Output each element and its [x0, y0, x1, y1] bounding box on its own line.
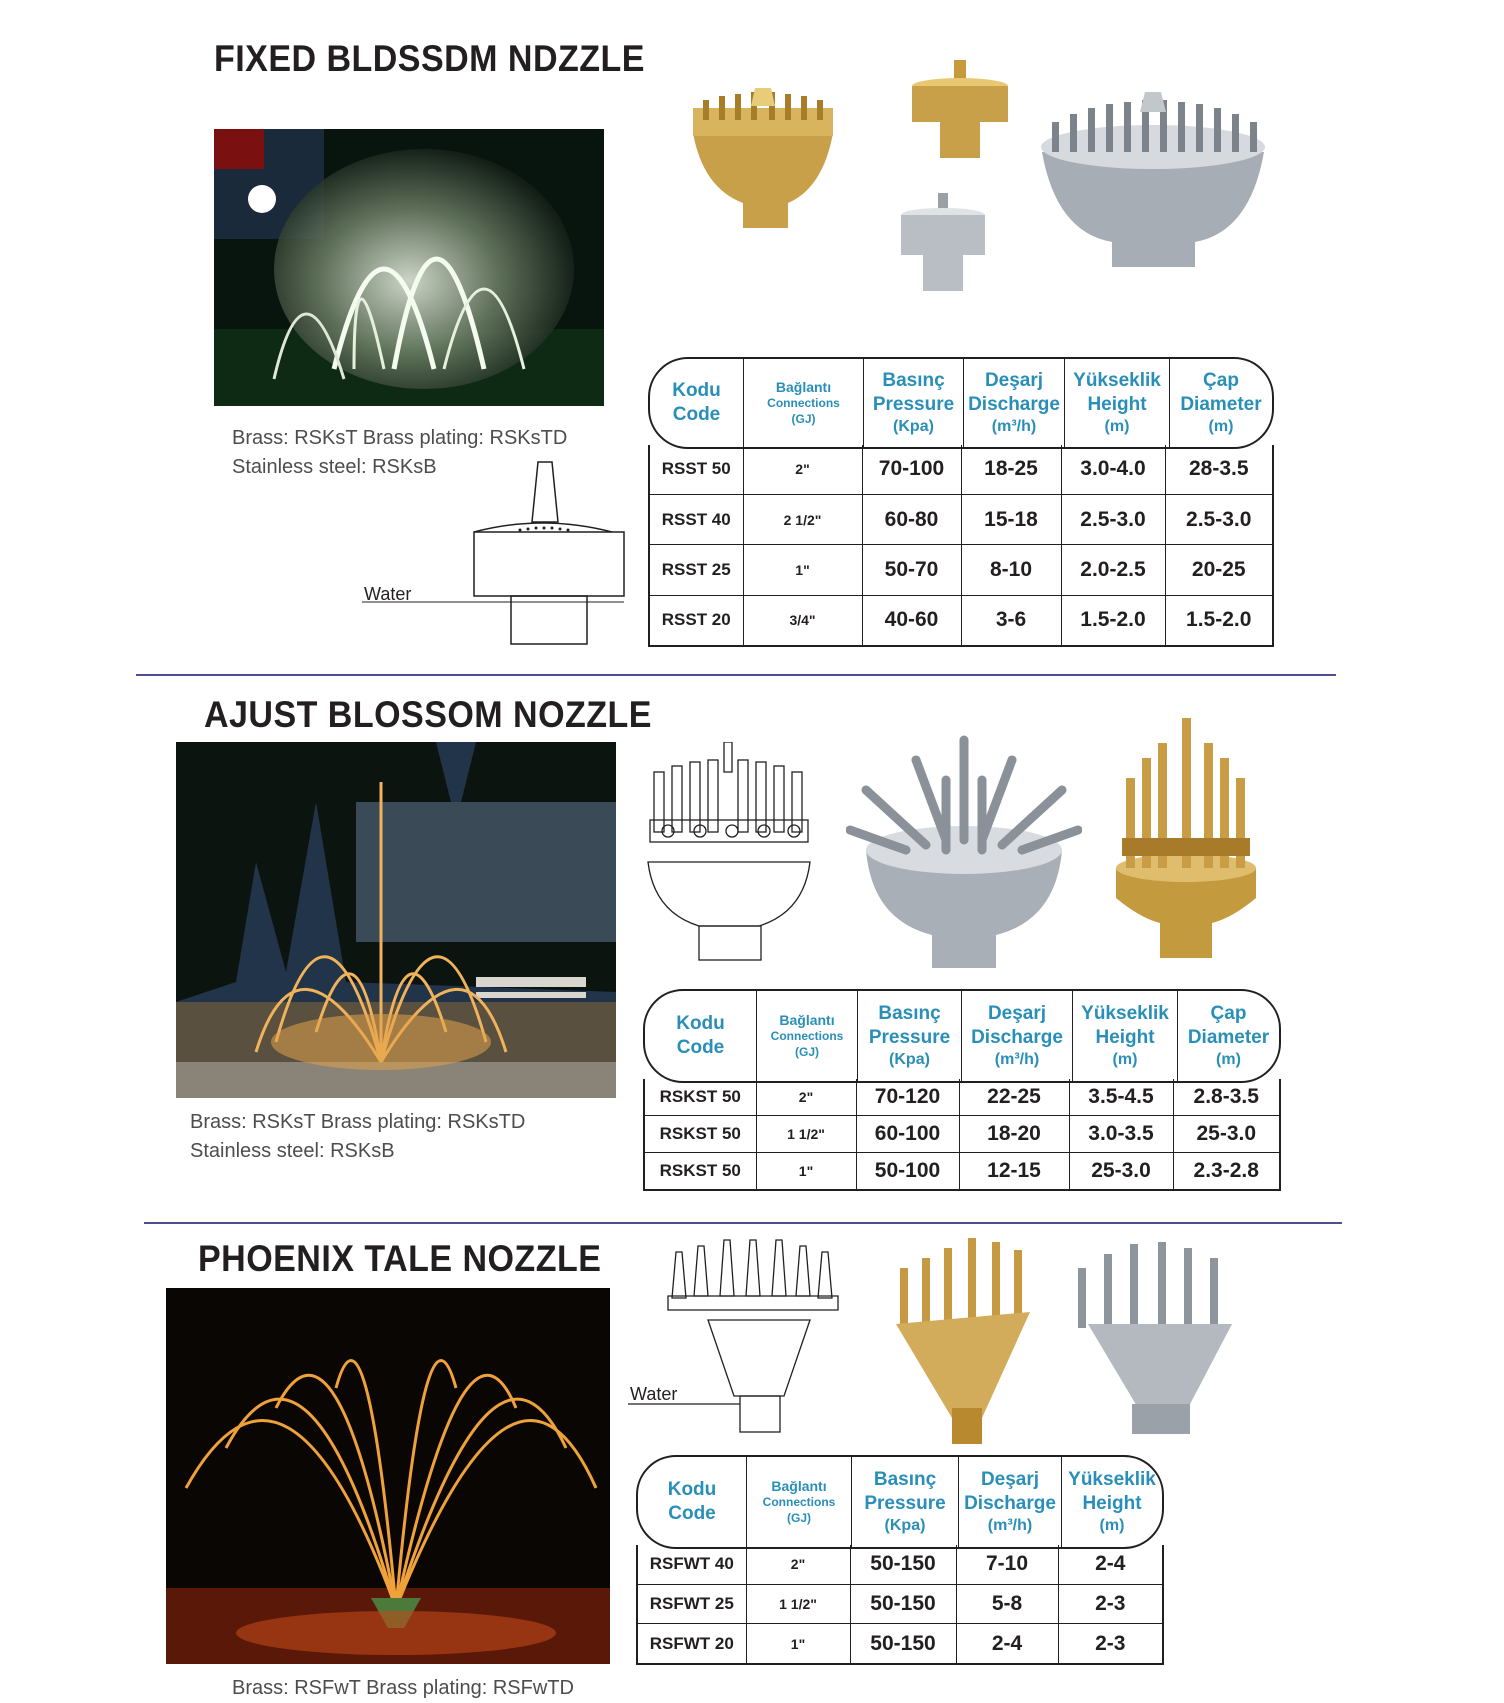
- table-row: [638, 1584, 1162, 1624]
- steel-phoenix-nozzle-photo: [1068, 1238, 1240, 1434]
- header-code-en: Code: [676, 1037, 725, 1058]
- header-discharge-tr: Deşarj: [980, 1469, 1040, 1490]
- cell-height: 3.0-4.0: [1061, 445, 1165, 494]
- fixed-blossom-diagram: [362, 456, 626, 646]
- cell-pressure: 70-100: [862, 445, 961, 494]
- header-discharge-en: Discharge: [971, 1027, 1063, 1048]
- spec-table-header: [643, 989, 1281, 1083]
- header-height: [1073, 991, 1178, 1081]
- header-code-tr: Kodu: [667, 1479, 717, 1500]
- table-row: [650, 545, 1272, 596]
- cell-code: RSFWT 25: [638, 1584, 746, 1624]
- caption-line-materials: Brass: RSFwT Brass plating: RSFwTD: [232, 1677, 574, 1699]
- header-pressure-tr: Basınç: [878, 1003, 941, 1024]
- header-connection-en: Connections: [770, 1029, 844, 1043]
- cell-discharge: 7-10: [956, 1545, 1058, 1584]
- water-label: Water: [364, 584, 412, 604]
- ajust-blossom-diagram: [644, 742, 814, 962]
- cell-diameter: 2.5-3.0: [1165, 494, 1272, 545]
- cell-discharge: 3-6: [961, 595, 1061, 645]
- cell-connection: 1 1/2": [746, 1584, 850, 1624]
- header-pressure-unit: (Kpa): [884, 1517, 926, 1534]
- cell-code: RSKST 50: [645, 1153, 756, 1189]
- header-discharge-tr: Deşarj: [987, 1003, 1047, 1024]
- cell-connection: 2 1/2": [743, 494, 862, 545]
- phoenix-tale-caption: [232, 1674, 574, 1703]
- cell-code: RSFWT 40: [638, 1545, 746, 1584]
- header-code-tr: Kodu: [676, 1013, 725, 1034]
- header-pressure-tr: Basınç: [873, 1469, 937, 1490]
- header-connection: [757, 991, 858, 1081]
- header-pressure: [864, 359, 964, 447]
- cell-connection: 2": [746, 1545, 850, 1584]
- cell-discharge: 12-15: [959, 1153, 1069, 1189]
- header-diameter: [1170, 359, 1272, 447]
- spec-table-body: [643, 1079, 1281, 1191]
- cell-height: 2.5-3.0: [1061, 494, 1165, 545]
- steel-adjustable-nozzle-photo: [846, 730, 1082, 970]
- header-pressure: [858, 991, 962, 1081]
- header-height-tr: Yükseklik: [1081, 1003, 1169, 1024]
- cell-height: 2.0-2.5: [1061, 545, 1165, 596]
- header-discharge-unit: (m³/h): [991, 418, 1037, 435]
- cell-discharge: 2-4: [956, 1624, 1058, 1663]
- header-discharge: [964, 359, 1065, 447]
- cell-code: RSST 25: [650, 545, 743, 596]
- brass-nozzle-photo: [683, 88, 843, 230]
- table-row: [645, 1153, 1279, 1189]
- phoenix-tale-fountain-photo: [166, 1288, 610, 1664]
- cell-code: RSKST 50: [645, 1079, 756, 1115]
- caption-line-materials: Brass: RSKsT Brass plating: RSKsTD: [190, 1111, 526, 1133]
- cell-diameter: 28-3.5: [1165, 445, 1272, 494]
- table-row: [638, 1545, 1162, 1584]
- spec-table-body: [648, 445, 1274, 647]
- header-diameter: [1178, 991, 1279, 1081]
- header-height-en: Height: [1082, 1493, 1142, 1514]
- cell-height: 25-3.0: [1069, 1153, 1173, 1189]
- table-row: [645, 1115, 1279, 1152]
- cell-connection: 1": [743, 545, 862, 596]
- brass-small-nozzle-photo: [910, 60, 1010, 158]
- table-row: [650, 445, 1272, 494]
- cell-connection: 3/4": [743, 595, 862, 645]
- cell-pressure: 40-60: [862, 595, 961, 645]
- cell-connection: 2": [743, 445, 862, 494]
- cell-pressure: 60-100: [856, 1115, 959, 1152]
- cell-code: RSST 50: [650, 445, 743, 494]
- header-connection-en: Connections: [767, 396, 840, 410]
- cell-connection: 1": [756, 1153, 856, 1189]
- cell-height: 2-3: [1058, 1584, 1162, 1624]
- header-code-en: Code: [672, 404, 721, 425]
- header-connection-unit: (GJ): [791, 412, 816, 426]
- cell-connection: 1": [746, 1624, 850, 1663]
- header-height-tr: Yükseklik: [1068, 1469, 1156, 1490]
- spec-table-body: [636, 1545, 1164, 1665]
- cell-height: 2-4: [1058, 1545, 1162, 1584]
- header-discharge-unit: (m³/h): [987, 1517, 1033, 1534]
- cell-height: 2-3: [1058, 1624, 1162, 1663]
- spec-table-rows: [645, 1079, 1279, 1189]
- steel-small-nozzle-photo: [898, 193, 988, 293]
- cell-code: RSST 40: [650, 494, 743, 545]
- section-title-ajust-blossom: AJUST BLOSSOM NOZZLE: [204, 694, 652, 735]
- header-height-unit: (m): [1099, 1517, 1125, 1534]
- header-code-tr: Kodu: [672, 380, 721, 401]
- cell-discharge: 8-10: [961, 545, 1061, 596]
- cell-pressure: 50-150: [850, 1545, 956, 1584]
- header-pressure-unit: (Kpa): [893, 418, 934, 435]
- header-connection-en: Connections: [762, 1495, 836, 1509]
- table-row: [638, 1624, 1162, 1663]
- header-pressure-tr: Basınç: [882, 370, 945, 391]
- header-pressure-unit: (Kpa): [889, 1051, 930, 1068]
- header-code: [645, 991, 757, 1081]
- header-connection-tr: Bağlantı: [779, 1012, 835, 1028]
- ajust-blossom-spec-table: [643, 989, 1281, 1201]
- header-diameter-en: Diameter: [1180, 394, 1262, 415]
- spec-table-header: [648, 357, 1274, 449]
- header-discharge-en: Discharge: [964, 1493, 1056, 1514]
- caption-line-materials: Brass: RSKsT Brass plating: RSKsTD: [232, 427, 568, 449]
- caption-line-stainless: Stainless steel: RSKsB: [232, 456, 437, 478]
- header-pressure-en: Pressure: [872, 394, 955, 415]
- header-diameter-unit: (m): [1216, 1051, 1241, 1068]
- header-discharge-en: Discharge: [968, 394, 1060, 415]
- caption-line-stainless: Stainless steel: RSKsB: [190, 1140, 395, 1162]
- section-title-phoenix-tale: PHOENIX TALE NOZZLE: [198, 1238, 602, 1279]
- header-discharge-tr: Deşarj: [984, 370, 1044, 391]
- cell-pressure: 70-120: [856, 1079, 959, 1115]
- section-divider: [136, 674, 1336, 676]
- table-row: [645, 1079, 1279, 1115]
- fixed-blossom-spec-table: [648, 357, 1274, 647]
- header-connection-tr: Bağlantı: [771, 1478, 827, 1494]
- header-height-unit: (m): [1112, 1051, 1138, 1068]
- header-connection-unit: (GJ): [787, 1511, 811, 1525]
- cell-diameter: 2.8-3.5: [1173, 1079, 1279, 1115]
- cell-pressure: 50-100: [856, 1153, 959, 1189]
- cell-diameter: 1.5-2.0: [1165, 595, 1272, 645]
- cell-code: RSKST 50: [645, 1115, 756, 1152]
- header-connection-unit: (GJ): [795, 1045, 819, 1059]
- header-discharge: [959, 1457, 1062, 1547]
- ajust-blossom-caption: [190, 1108, 525, 1166]
- header-height-en: Height: [1095, 1027, 1155, 1048]
- header-height-en: Height: [1087, 394, 1147, 415]
- cell-discharge: 5-8: [956, 1584, 1058, 1624]
- cell-height: 1.5-2.0: [1061, 595, 1165, 645]
- phoenix-tale-diagram: [628, 1236, 848, 1436]
- cell-height: 3.0-3.5: [1069, 1115, 1173, 1152]
- cell-pressure: 50-70: [862, 545, 961, 596]
- header-code: [638, 1457, 747, 1547]
- ajust-blossom-fountain-photo: [176, 742, 616, 1098]
- water-label: Water: [630, 1384, 678, 1404]
- cell-diameter: 2.3-2.8: [1173, 1153, 1279, 1189]
- cell-pressure: 50-150: [850, 1584, 956, 1624]
- header-height-unit: (m): [1104, 418, 1130, 435]
- header-diameter-unit: (m): [1208, 418, 1234, 435]
- cell-discharge: 22-25: [959, 1079, 1069, 1115]
- cell-code: RSFWT 20: [638, 1624, 746, 1663]
- brass-phoenix-nozzle-photo: [892, 1238, 1034, 1444]
- cell-diameter: 20-25: [1165, 545, 1272, 596]
- cell-code: RSST 20: [650, 595, 743, 645]
- fixed-blossom-fountain-photo: [214, 129, 604, 406]
- section-divider: [144, 1222, 1342, 1224]
- header-discharge: [962, 991, 1073, 1081]
- cell-pressure: 50-150: [850, 1624, 956, 1663]
- header-code: [650, 359, 744, 447]
- spec-table-header: [636, 1455, 1164, 1549]
- header-pressure: [852, 1457, 959, 1547]
- steel-large-nozzle-photo: [1030, 92, 1276, 267]
- header-connection: [747, 1457, 852, 1547]
- header-height: [1062, 1457, 1162, 1547]
- brass-adjustable-nozzle-photo: [1112, 718, 1260, 958]
- header-discharge-unit: (m³/h): [994, 1051, 1040, 1068]
- cell-connection: 2": [756, 1079, 856, 1115]
- table-row: [650, 494, 1272, 545]
- header-height-tr: Yükseklik: [1073, 370, 1161, 391]
- header-code-en: Code: [668, 1503, 716, 1524]
- spec-table-rows: [638, 1545, 1162, 1663]
- cell-height: 3.5-4.5: [1069, 1079, 1173, 1115]
- header-diameter-tr: Çap: [1203, 370, 1239, 391]
- phoenix-tale-spec-table: [636, 1455, 1164, 1675]
- cell-diameter: 25-3.0: [1173, 1115, 1279, 1152]
- spec-table-rows: [650, 445, 1272, 645]
- header-connection: [744, 359, 864, 447]
- section-title-fixed-blossom: FIXED BLDSSDM NDZZLE: [214, 38, 645, 79]
- cell-discharge: 15-18: [961, 494, 1061, 545]
- header-pressure-en: Pressure: [868, 1027, 951, 1048]
- cell-discharge: 18-20: [959, 1115, 1069, 1152]
- header-diameter-en: Diameter: [1187, 1027, 1270, 1048]
- header-connection-tr: Bağlantı: [775, 379, 832, 395]
- cell-connection: 1 1/2": [756, 1115, 856, 1152]
- header-diameter-tr: Çap: [1210, 1003, 1247, 1024]
- header-height: [1065, 359, 1170, 447]
- header-pressure-en: Pressure: [864, 1493, 946, 1514]
- cell-discharge: 18-25: [961, 445, 1061, 494]
- table-row: [650, 595, 1272, 645]
- cell-pressure: 60-80: [862, 494, 961, 545]
